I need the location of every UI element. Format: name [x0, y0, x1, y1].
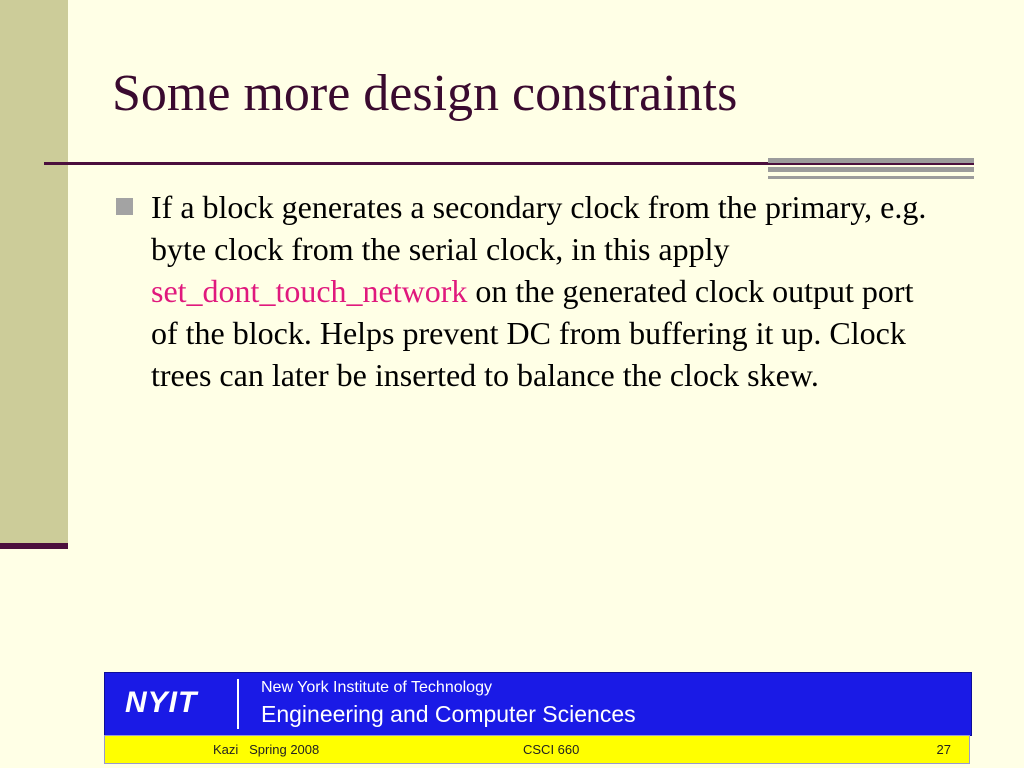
bullet-text-end: on the generated clock output port of the block. Helps prevent DC from buffering it up. Clock trees can later be inserted to balance the clock skew. [151, 273, 914, 393]
title-rule-stripes [768, 158, 974, 178]
page-number: 27 [936, 742, 951, 757]
footer-banner [104, 672, 972, 736]
department-name: Engineering and Computer Sciences [261, 701, 636, 727]
bullet-list [116, 186, 946, 396]
left-decorative-band [0, 0, 68, 548]
left-band-accent [0, 543, 68, 549]
institution-name: New York Institute of Technology [261, 679, 492, 696]
slide-title: Some more design constraints [112, 65, 738, 122]
bullet-text-start: If a block generates a secondary clock from the primary, e.g. byte clock from the serial clock, in this apply [151, 189, 927, 267]
nyit-logo [117, 681, 233, 727]
command-highlight: set_dont_touch_network [151, 273, 468, 309]
footer-info-bar [104, 735, 970, 764]
author-term: Kazi Spring 2008 [213, 742, 320, 757]
footer [104, 672, 970, 764]
logo-divider [237, 679, 239, 729]
square-bullet-icon [116, 198, 133, 215]
course-code: CSCI 660 [523, 742, 580, 757]
bullet-item [116, 186, 946, 396]
logo-text: NYIT [125, 686, 198, 719]
